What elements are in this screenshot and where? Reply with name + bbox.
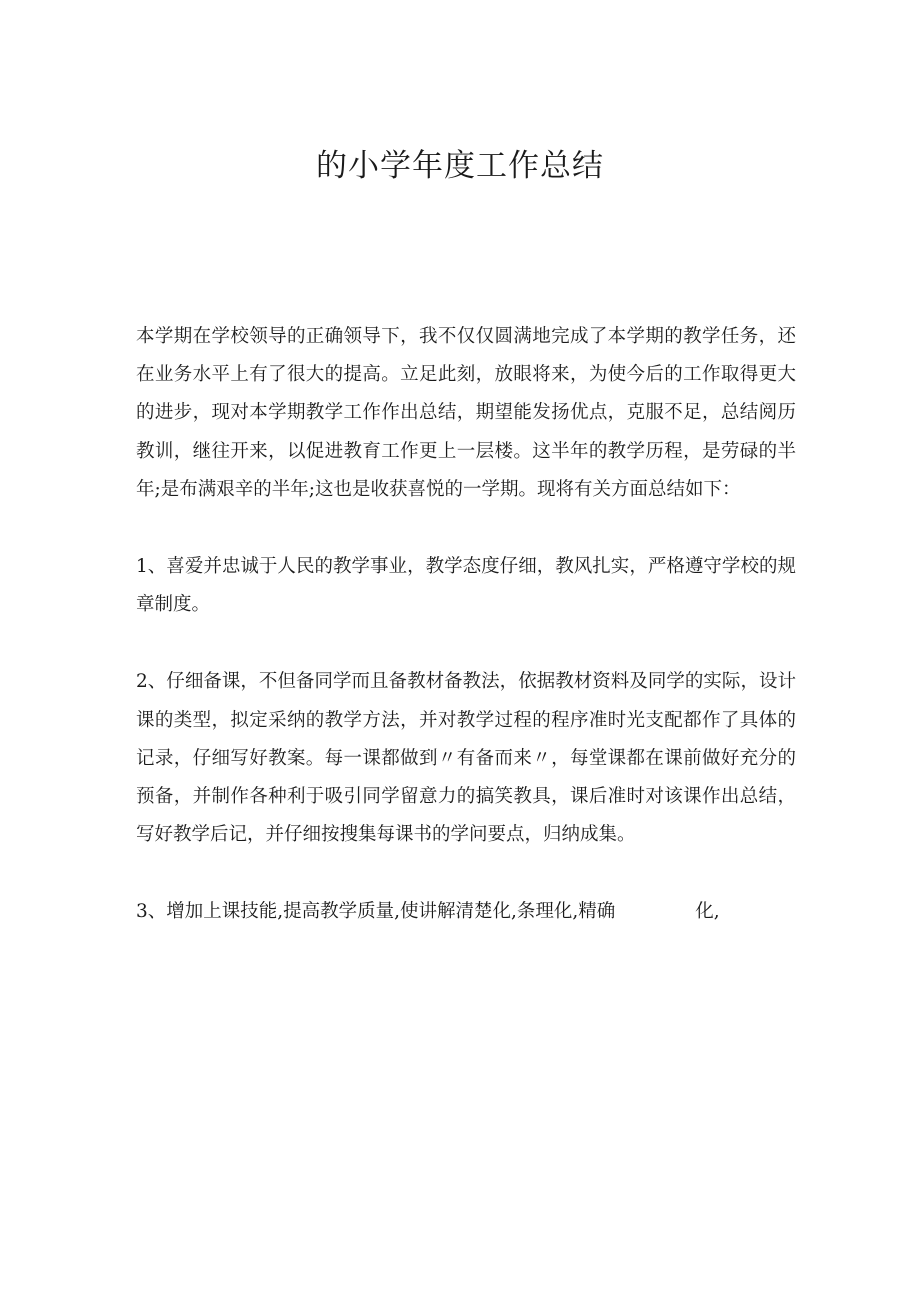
paragraph-item-3 — [136, 893, 796, 931]
page-title: 的小学年度工作总结 — [316, 148, 604, 184]
paragraph-item-3-lead: 3、增加上课技能,提高教学质量,使讲解清楚化,条理化,精确 — [136, 901, 616, 923]
paragraph-intro: 本学期在学校领导的正确领导下，我不仅仅圆满地完成了本学期的教学任务，还在业务水平上有了很大的提高。立足此刻，放眼将来，为使今后的工作取得更大的进步，现对本学期教学工作作出总结，期望能发扬优点，克服不足，总结阅历教训，继往开来，以促进教育工作更上一层楼。这半年的教学历程，是劳碌的半年;是布满艰辛的半年;这也是收获喜悦的一学期。现将有关方面总结如下： — [136, 326, 796, 500]
paragraph-item-2: 2、仔细备课，不但备同学而且备教材备教法，依据教材资料及同学的实际，设计课的类型，拟定采纳的教学方法，并对教学过程的程序准时光支配都作了具体的记录，仔细写好教案。每一课都做到〃有备而来〃，每堂课都在课前做好充分的预备，并制作各种利于吸引同学留意力的搞笑教具，课后准时对该课作出总结，写好教学后记，并仔细按搜集每课书的学问要点，归纳成集。 — [136, 671, 796, 846]
paragraph-item-1: 1、喜爱并忠诚于人民的教学事业，教学态度仔细，教风扎实，严格遵守学校的规章制度。 — [136, 556, 796, 616]
document-body — [136, 318, 796, 932]
paragraph-item-3-tail: 化, — [695, 901, 720, 923]
